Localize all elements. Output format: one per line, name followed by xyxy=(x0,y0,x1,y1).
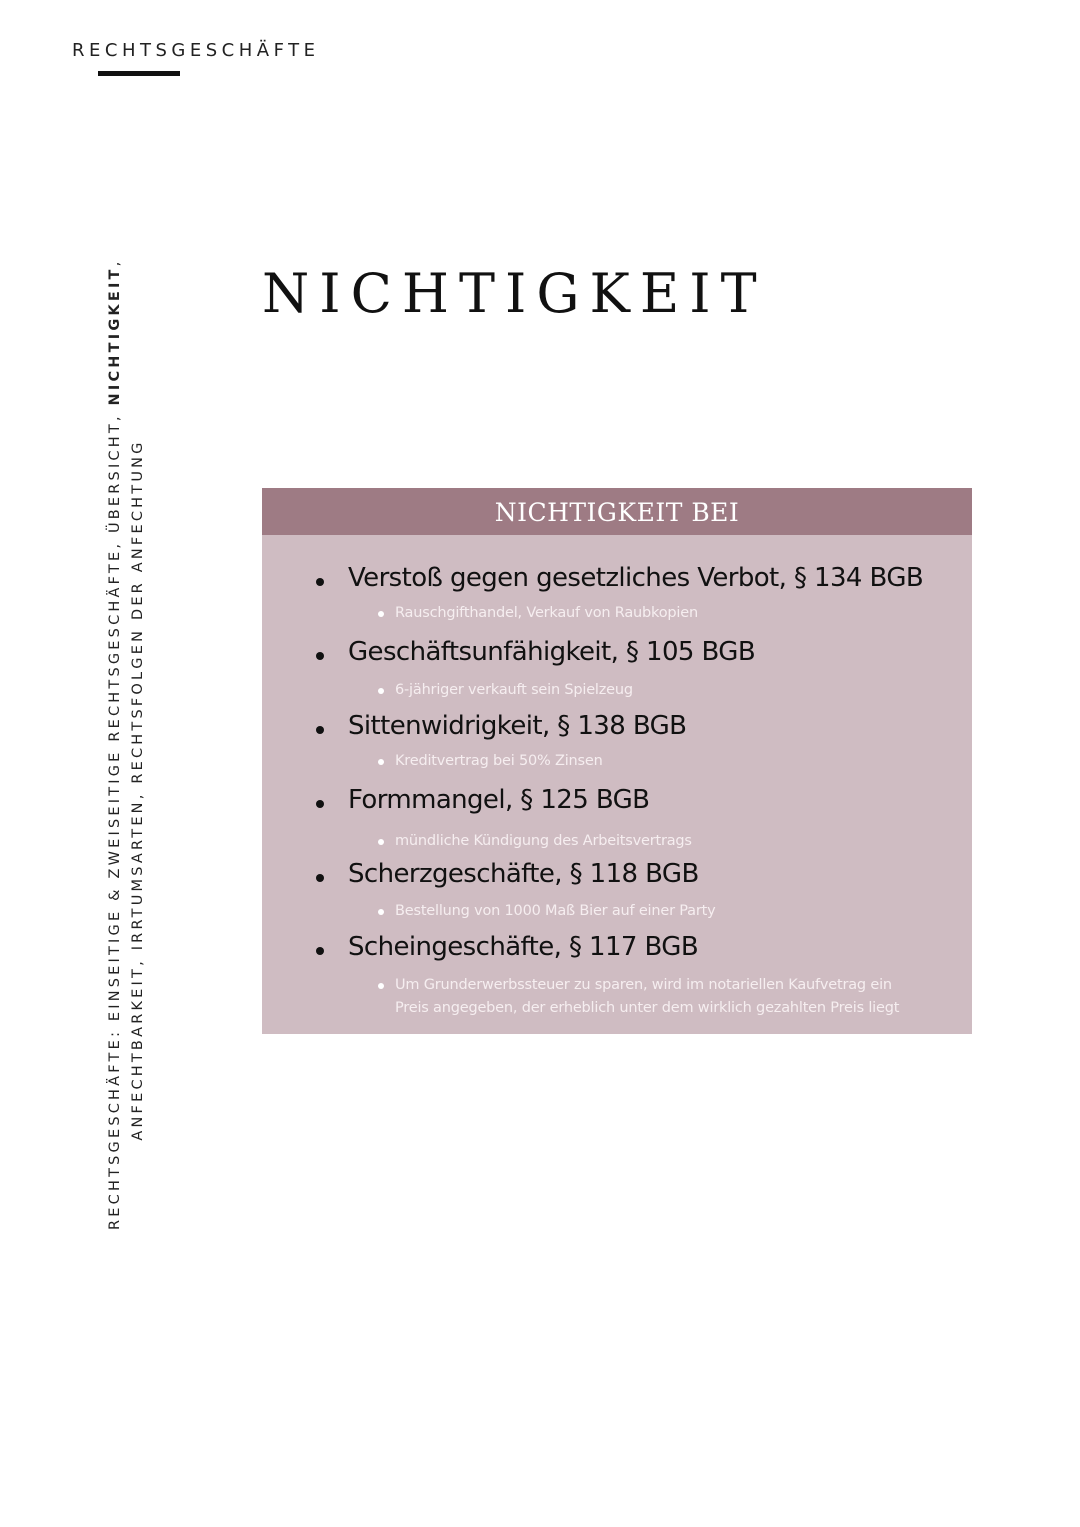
list-item-example: Kreditvertrag bei 50% Zinsen xyxy=(395,753,603,769)
list-item-title: Verstoß gegen gesetzliches Verbot, § 134 BGB xyxy=(348,563,924,593)
sidebar-topics-part1: RECHTSGESCHÄFTE: EINSEITIGE & ZWEISEITIGE RECHTSGESCHÄFTE, ÜBERSICHT, xyxy=(107,405,123,1230)
sub-bullet-icon xyxy=(378,688,384,694)
list-item-title: Scherzgeschäfte, § 118 BGB xyxy=(348,859,699,889)
list-item-example-continued: Preis angegeben, der erheblich unter dem wirklich gezahlten Preis liegt xyxy=(395,1000,900,1016)
list-item-title: Scheingeschäfte, § 117 BGB xyxy=(348,932,699,962)
bullet-icon xyxy=(316,800,324,808)
sub-bullet-icon xyxy=(378,759,384,765)
bullet-icon xyxy=(316,947,324,955)
page-title: NICHTIGKEIT xyxy=(262,262,767,325)
sub-bullet-icon xyxy=(378,983,384,989)
sidebar-line-2: ANFECHTBARKEIT, IRRTUMSARTEN, RECHTSFOLGEN DER ANFECHTUNG xyxy=(130,439,146,1141)
list-item-example: Bestellung von 1000 Maß Bier auf einer Party xyxy=(395,903,716,919)
nichtigkeit-card xyxy=(262,488,972,1034)
list-item-example: Rauschgifthandel, Verkauf von Raubkopien xyxy=(395,605,698,621)
list-item-example: Um Grunderwerbssteuer zu sparen, wird im notariellen Kaufvetrag ein xyxy=(395,977,892,993)
list-item-example: 6-jähriger verkauft sein Spielzeug xyxy=(395,682,633,698)
section-header-label: RECHTSGESCHÄFTE xyxy=(72,40,320,61)
list-item-example: mündliche Kündigung des Arbeitsvertrags xyxy=(395,833,692,849)
sidebar-topics-comma: , xyxy=(107,258,123,267)
card-header: NICHTIGKEIT BEI xyxy=(262,488,972,535)
header-underline xyxy=(98,71,180,76)
sub-bullet-icon xyxy=(378,909,384,915)
bullet-icon xyxy=(316,578,324,586)
sub-bullet-icon xyxy=(378,611,384,617)
bullet-icon xyxy=(316,726,324,734)
bullet-icon xyxy=(316,874,324,882)
list-item-title: Geschäftsunfähigkeit, § 105 BGB xyxy=(348,637,756,667)
sub-bullet-icon xyxy=(378,839,384,845)
sidebar-line-1 xyxy=(104,258,127,1230)
sidebar-topics xyxy=(104,258,150,1230)
bullet-icon xyxy=(316,652,324,660)
list-item-title: Sittenwidrigkeit, § 138 BGB xyxy=(348,711,687,741)
list-item-title: Formmangel, § 125 BGB xyxy=(348,785,650,815)
sidebar-current-topic: NICHTIGKEIT xyxy=(107,266,123,406)
